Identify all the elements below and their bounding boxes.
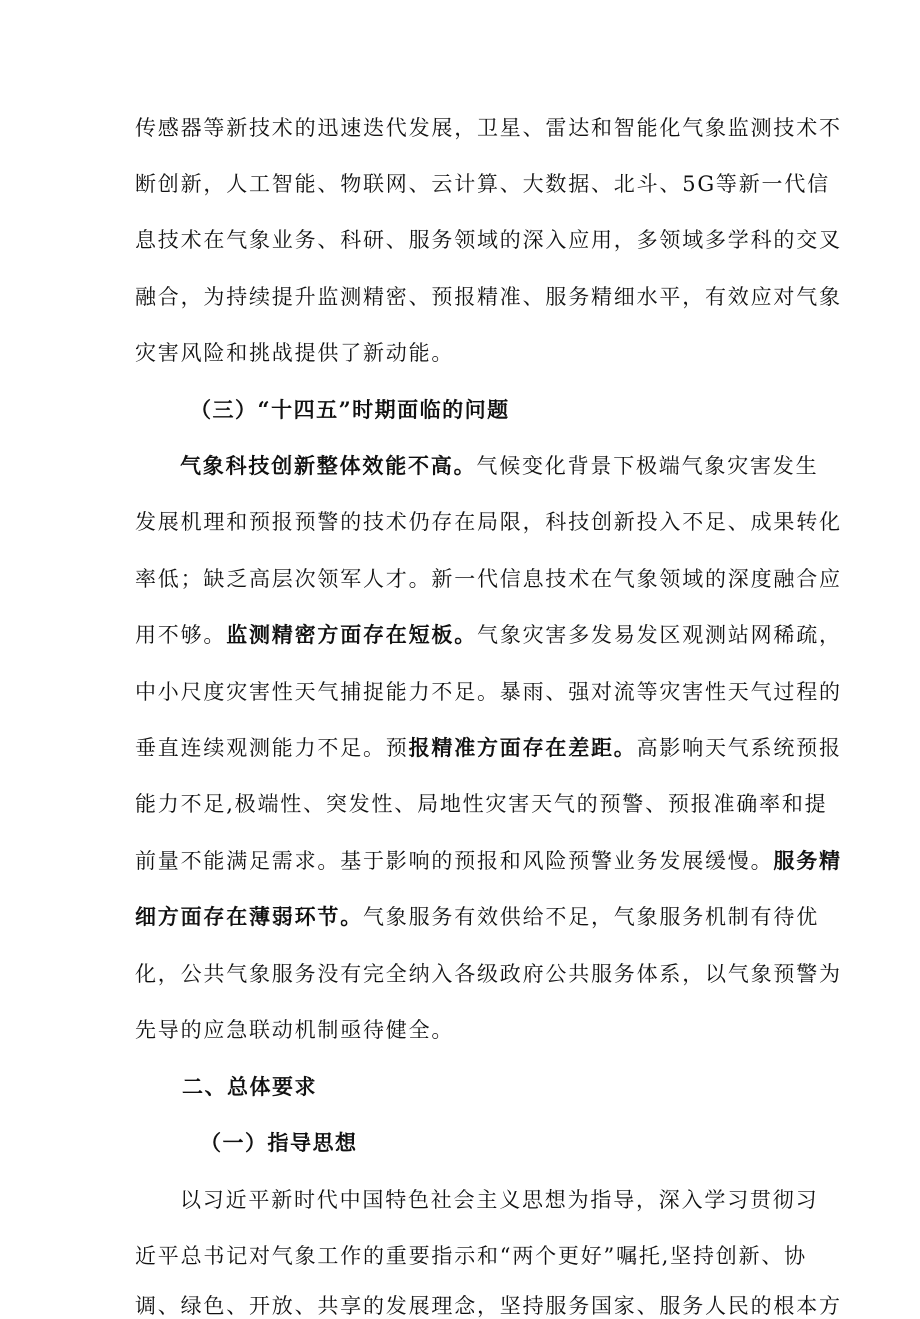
paragraph-line: 率低；缺乏高层次领军人才。新一代信息技术在气象领域的深度融合应 — [135, 567, 842, 591]
paragraph-line: 先导的应急联动机制亟待健全。 — [135, 1018, 455, 1042]
bold-phrase: 报精准方面存在差距。 — [408, 735, 637, 760]
paragraph-line — [135, 622, 842, 648]
paragraph-line: 融合，为持续提升监测精密、预报精准、服务精细水平，有效应对气象 — [135, 285, 842, 309]
text-run: 用不够。 — [135, 623, 227, 647]
bold-phrase: 气象科技创新整体效能不高。 — [180, 453, 477, 478]
paragraph-line — [135, 848, 842, 874]
text-run: 前量不能满足需求。基于影响的预报和风险预警业务发展缓慢。 — [135, 849, 774, 873]
subsection-heading: （一）指导思想 — [200, 1130, 358, 1155]
paragraph-line: 近平总书记对气象工作的重要指示和“两个更好”嘱托,坚持创新、协 — [135, 1244, 807, 1268]
section-heading: 二、总体要求 — [182, 1074, 317, 1099]
text-run: 气象灾害多发易发区观测站网稀疏， — [477, 623, 842, 647]
paragraph-line: 中小尺度灾害性天气捕捉能力不足。暴雨、强对流等灾害性天气过程的 — [135, 680, 842, 704]
bold-phrase: 监测精密方面存在短板。 — [226, 622, 478, 647]
text-run: 气候变化背景下极端气象灾害发生 — [476, 454, 819, 478]
paragraph-line — [135, 904, 819, 930]
paragraph-line: 断创新，人工智能、物联网、云计算、大数据、北斗、5G等新一代信 — [135, 172, 830, 196]
section-heading: （三）“十四五”时期面临的问题 — [190, 397, 510, 422]
paragraph-line: 发展机理和预报预警的技术仍存在局限，科技创新投入不足、成果转化 — [135, 510, 842, 534]
paragraph-line: 能力不足,极端性、突发性、局地性灾害天气的预警、预报准确率和提 — [135, 792, 828, 816]
paragraph-line — [180, 453, 819, 479]
paragraph-line: 息技术在气象业务、科研、服务领域的深入应用，多领域多学科的交叉 — [135, 228, 842, 252]
paragraph-line — [135, 735, 842, 761]
bold-phrase: 服务精 — [773, 848, 842, 873]
paragraph-line: 化，公共气象服务没有完全纳入各级政府公共服务体系，以气象预警为 — [135, 962, 842, 986]
paragraph-line: 灾害风险和挑战提供了新动能。 — [135, 341, 455, 365]
text-run: 气象服务有效供给不足，气象服务机制有待优 — [363, 905, 819, 929]
paragraph-line: 调、绿色、开放、共享的发展理念，坚持服务国家、服务人民的根本方 — [135, 1294, 842, 1318]
text-run: 垂直连续观测能力不足。预 — [135, 736, 409, 760]
paragraph-line: 传感器等新技术的迅速迭代发展，卫星、雷达和智能化气象监测技术不 — [135, 116, 842, 140]
text-run: 高影响天气系统预报 — [636, 736, 842, 760]
bold-phrase: 细方面存在薄弱环节。 — [135, 904, 363, 929]
paragraph-line: 以习近平新时代中国特色社会主义思想为指导，深入学习贯彻习 — [180, 1188, 819, 1212]
